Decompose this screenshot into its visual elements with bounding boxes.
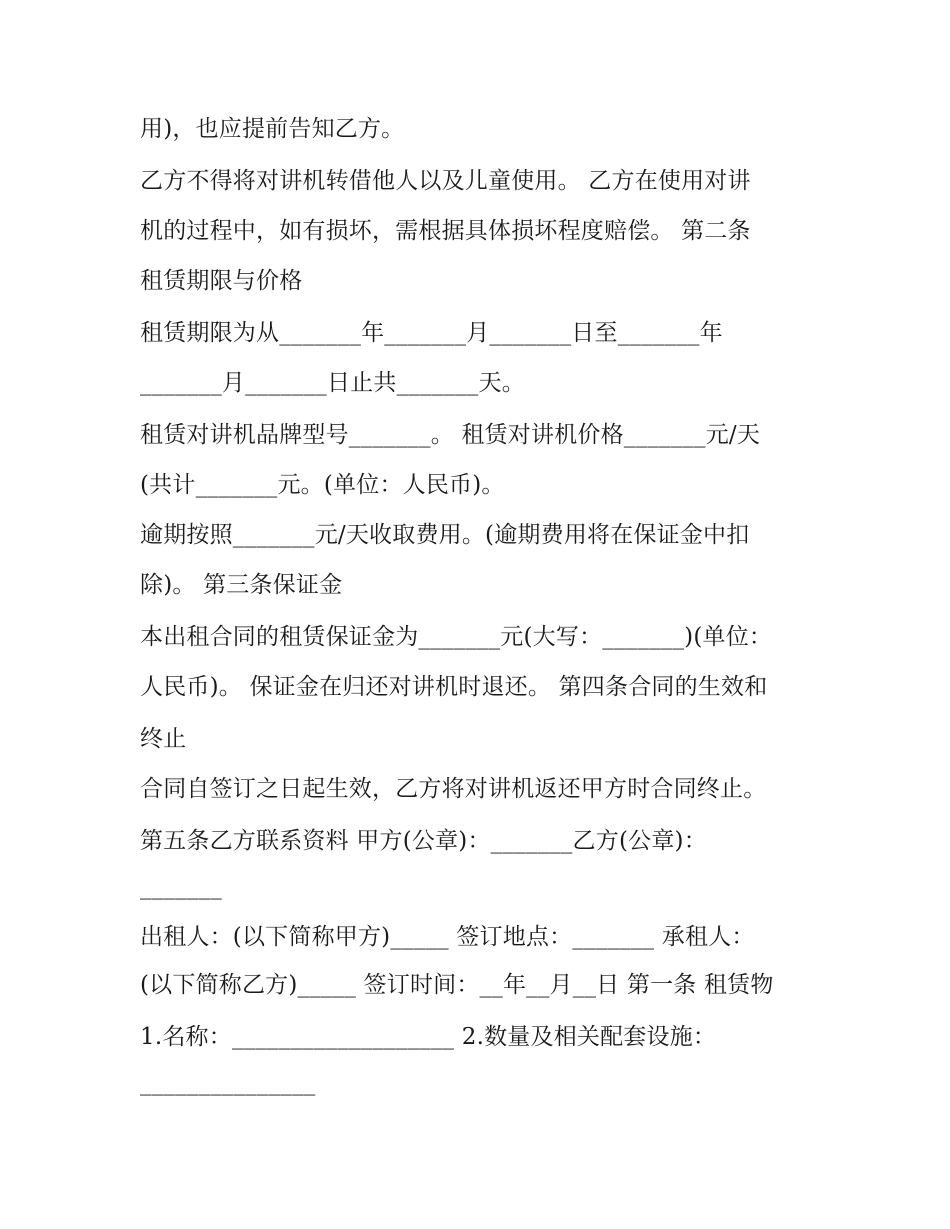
paragraph-line: 乙方不得将对讲机转借他人以及儿童使用。 乙方在使用对讲 (140, 168, 751, 194)
paragraph-line: (以下简称乙方)_____ 签订时间：__年__月__日 第一条 租赁物 (140, 972, 774, 998)
section-heading-line: 租赁期限与价格 (140, 268, 303, 294)
paragraph-line: 除)。 第三条保证金 (140, 572, 343, 598)
paragraph-line: (共计_______元。(单位：人民币)。 (140, 472, 505, 498)
paragraph-line: 本出租合同的租赁保证金为_______元(大写：_______)(单位： (140, 624, 773, 650)
blank-field-line: _______________ (140, 1070, 316, 1096)
paragraph-line: 用)，也应提前告知乙方。 (140, 116, 405, 142)
blank-field-line: _______ (140, 874, 222, 900)
paragraph-line: 人民币)。 保证金在归还对讲机时退还。 第四条合同的生效和 (140, 674, 768, 700)
paragraph-line: _______月_______日止共_______天。 (140, 370, 525, 396)
paragraph-line: 终止 (140, 726, 187, 752)
paragraph-line: 1.名称：___________________ 2.数量及相关配套设施： (140, 1024, 717, 1050)
paragraph-line: 租赁对讲机品牌型号_______。 租赁对讲机价格_______元/天 (140, 422, 761, 448)
paragraph-line: 租赁期限为从_______年_______月_______日至_______年 (140, 320, 723, 346)
paragraph-line: 第五条乙方联系资料 甲方(公章)：_______乙方(公章)： (140, 828, 707, 854)
paragraph-line: 机的过程中，如有损坏，需根据具体损坏程度赔偿。 第二条 (140, 218, 751, 244)
paragraph-line: 逾期按照_______元/天收取费用。(逾期费用将在保证金中扣 (140, 522, 750, 548)
paragraph-line: 合同自签订之日起生效，乙方将对讲机返还甲方时合同终止。 (140, 776, 767, 802)
paragraph-line: 出租人：(以下简称甲方)_____ 签订地点：_______ 承租人： (140, 924, 755, 950)
